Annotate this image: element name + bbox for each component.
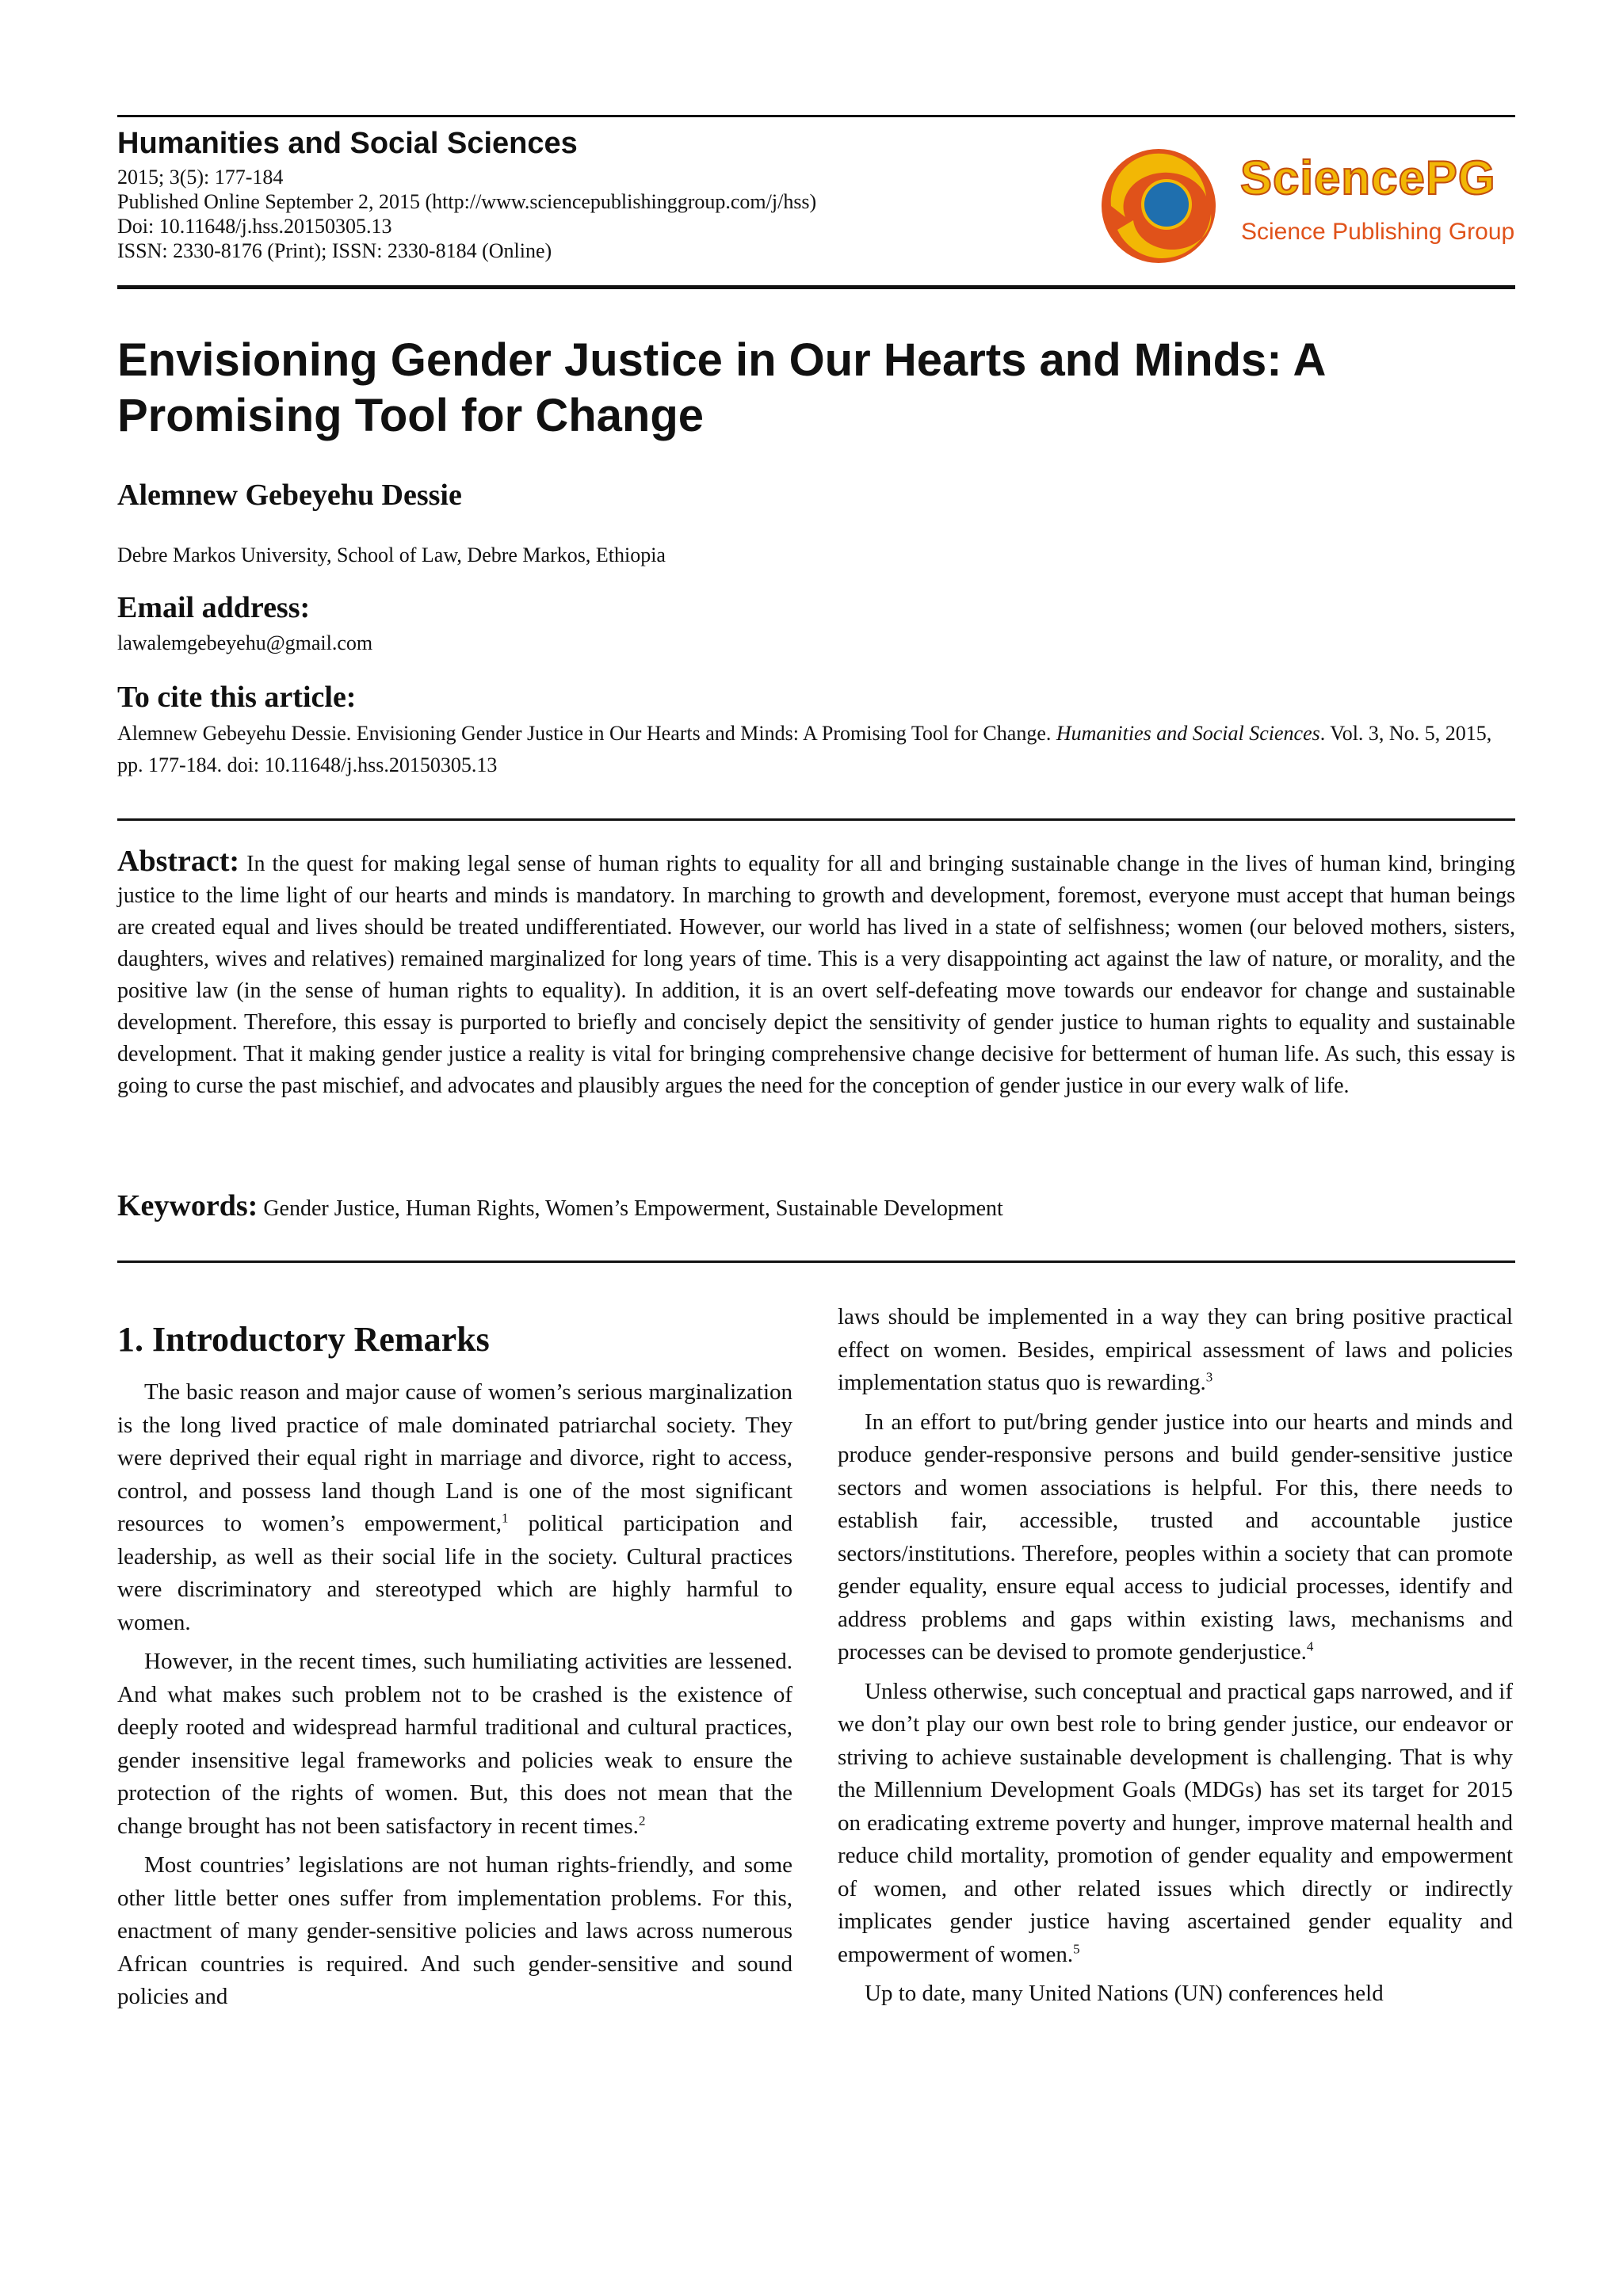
abstract-label: Abstract:: [117, 845, 240, 878]
footnote-ref[interactable]: 4: [1306, 1638, 1314, 1654]
paragraph: [838, 1676, 1513, 1972]
citation-text: Alemnew Gebeyehu Dessie. Envisioning Gender Justice in Our Hearts and Minds: A Promising Tool for Change.: [117, 722, 1056, 745]
author-affiliation: Debre Markos University, School of Law, Debre Markos, Ethiopia: [117, 543, 666, 566]
paragraph-text: In an effort to put/bring gender justice into our hearts and minds and produce gender-responsive persons and build gender-sensitive justice sectors and women associations is helpful. For this, there needs to establish fair, accessible, trusted and accountable justice sectors/institutions. Therefore, peoples within a society that can promote gender equality, ensure equal access to judicial processes, identify and address problems and gaps within existing laws, mechanisms and processes can be devised to promote genderjustice.: [838, 1409, 1513, 1665]
journal-name: Humanities and Social Sciences: [117, 127, 578, 160]
cite-bottom-rule: [117, 818, 1515, 821]
keywords: [117, 1188, 1515, 1223]
citation-journal: Humanities and Social Sciences: [1056, 722, 1320, 745]
logo-subtitle: Science Publishing Group: [1241, 219, 1515, 245]
footnote-ref[interactable]: 3: [1205, 1369, 1213, 1385]
paragraph-text: The basic reason and major cause of women’s serious marginalization is the long lived practice of male dominated patriarchal society. They were deprived their equal right in marriage and divorce, right to access, control, and possess land though Land is one of the most significant resources to women’s empowerment,: [117, 1379, 792, 1536]
paragraph: [117, 1376, 792, 1639]
paragraph-text: Up to date, many United Nations (UN) conferences held: [865, 1981, 1384, 2006]
email-heading: Email address:: [117, 591, 311, 624]
section-heading: 1. Introductory Remarks: [117, 1320, 490, 1359]
sciencepg-logo-icon: [1094, 141, 1228, 268]
abstract-text: In the quest for making legal sense of human rights to equality for all and bringing sustainable change in the lives of human kind, bringing justice to the lime light of our hearts and minds is mandatory. In marching to growth and development, foremost, everyone must accept that human beings are created equal and lives should be treated undifferentiated. However, our world has lived in a state of selfishness; women (our beloved mothers, sisters, daughters, wives and relatives) remained marginalized for long years of time. This is a very disappointing act against the law of nature, or morality, and the positive law (in the sense of human rights to equality). In addition, it is an overt self-defeating move towards our endeavor for change and sustainable development. Therefore, this essay is purported to briefly and concisely depict the sensitivity of gender justice to human rights to equality and sustainable development. That it making gender justice a reality is vital for bringing comprehensive change decisive for betterment of human life. As such, this essay is going to curse the past mischief, and advocates and plausibly argues the need for the conception of gender justice in our every walk of life.: [117, 852, 1516, 1098]
meta-published: Published Online September 2, 2015 (http://www.sciencepublishinggroup.com/j/hss): [117, 190, 817, 213]
paragraph-text: laws should be implemented in a way they can bring positive practical effect on women. Besides, empirical assessment of laws and policies implementation status quo is rewarding.: [838, 1304, 1513, 1395]
citation: [117, 718, 1515, 781]
body-right-column: [838, 1301, 1513, 2017]
paragraph: [117, 1849, 792, 2014]
author-name: Alemnew Gebeyehu Dessie: [117, 479, 462, 512]
footnote-ref[interactable]: 5: [1073, 1940, 1080, 1956]
paragraph: [838, 1301, 1513, 1400]
cite-heading: To cite this article:: [117, 681, 357, 714]
keywords-bottom-rule: [117, 1261, 1515, 1263]
article-title: Envisioning Gender Justice in Our Hearts and Minds: A Promising Tool for Change: [117, 334, 1325, 441]
paragraph-text: However, in the recent times, such humiliating activities are lessened. And what makes such problem not to be crashed is the existence of deeply rooted and widespread harmful traditional and cultural practices, gender insensitive legal frameworks and policies weak to ensure the protection of the rights of women. But, this does not mean that the change brought has not been satisfactory in recent times.: [117, 1649, 792, 1839]
footnote-ref[interactable]: 1: [501, 1510, 509, 1526]
meta-issue: 2015; 3(5): 177-184: [117, 166, 284, 189]
abstract: [117, 845, 1515, 1102]
paragraph-text: Unless otherwise, such conceptual and practical gaps narrowed, and if we don’t play our own best role to bring gender justice, our endeavor or striving to achieve sustainable development is challenging. That is why the Millennium Development Goals (MDGs) has set its target for 2015 on eradicating extreme poverty and hunger, improve maternal health and reduce child mortality, promotion of gender equality and empowerment of women, and other related issues which directly or indirectly implicates gender justice having ascertained gender equality and empowerment of women.: [838, 1678, 1513, 1967]
header-top-rule: [117, 115, 1515, 117]
paragraph: [838, 1406, 1513, 1669]
meta-doi: Doi: 10.11648/j.hss.20150305.13: [117, 215, 392, 238]
author-email[interactable]: lawalemgebeyehu@gmail.com: [117, 631, 373, 654]
keywords-label: Keywords:: [117, 1189, 258, 1222]
journal-meta: [117, 165, 816, 263]
paragraph-text: political participation and leadership, as well as their social life in the society. Cultural practices were discriminatory and stereotyped which are highly harmful to women.: [117, 1511, 792, 1635]
keywords-text: Gender Justice, Human Rights, Women’s Empowerment, Sustainable Development: [263, 1196, 1003, 1221]
paragraph: [838, 1978, 1513, 2011]
paragraph: [117, 1646, 792, 1843]
footnote-ref[interactable]: 2: [638, 1812, 646, 1828]
body-left-column: [117, 1299, 792, 2020]
header-bottom-rule: [117, 285, 1515, 289]
logo-name: SciencePG: [1240, 151, 1496, 204]
citation-details: . Vol. 3, No. 5, 2015, pp. 177-184. doi: 10.11648/j.hss.20150305.13: [117, 722, 1492, 776]
meta-issn: ISSN: 2330-8176 (Print); ISSN: 2330-8184 (Online): [117, 239, 552, 262]
paragraph-text: Most countries’ legislations are not human rights-friendly, and some other little better ones suffer from implementation problems. For this, enactment of many gender-sensitive policies and laws across numerous African countries is required. And such gender-sensitive and sound policies and: [117, 1852, 792, 2009]
